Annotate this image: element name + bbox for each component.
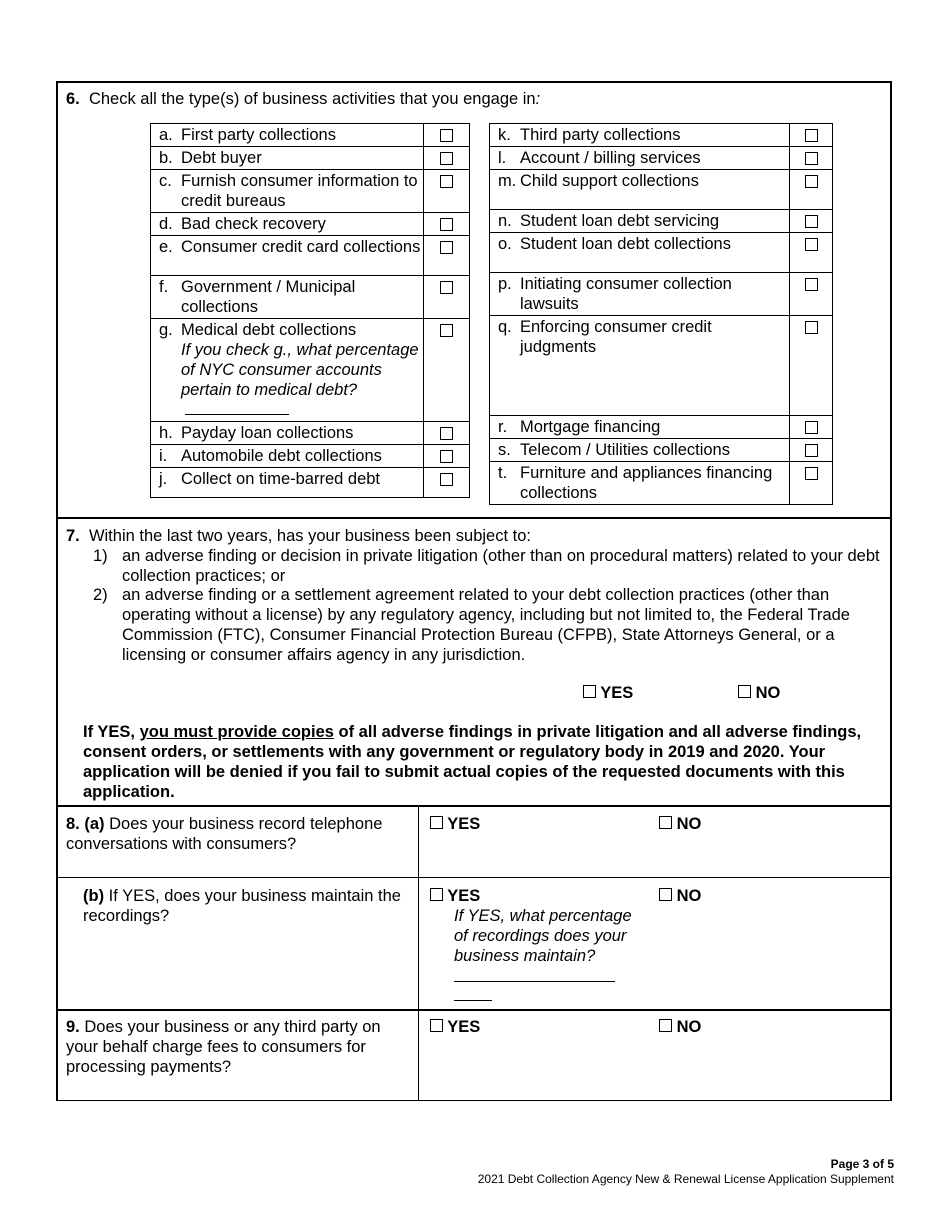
activity-letter: s. bbox=[498, 441, 511, 459]
q8a-yes-option[interactable] bbox=[430, 814, 480, 834]
activity-name: Automobile debt collections bbox=[181, 447, 382, 465]
activity-letter: o. bbox=[498, 235, 512, 253]
activity-row bbox=[490, 316, 833, 416]
q8a-no-option[interactable] bbox=[659, 814, 701, 834]
activity-text bbox=[181, 277, 421, 317]
activity-label-cell bbox=[490, 462, 790, 505]
activity-name: Collect on time-barred debt bbox=[181, 470, 381, 488]
activity-checkbox-cell bbox=[790, 316, 833, 416]
activity-letter: l. bbox=[498, 149, 507, 167]
activities-table-left bbox=[150, 123, 470, 498]
activity-row bbox=[151, 213, 470, 236]
activity-text bbox=[181, 214, 421, 234]
activity-letter: m. bbox=[498, 172, 517, 190]
activity-label-cell bbox=[490, 233, 790, 273]
activity-row bbox=[490, 416, 833, 439]
q6-prompt: Check all the type(s) of business activities that you engage in bbox=[88, 90, 536, 108]
q7-item1-text: an adverse finding or decision in private litigation (other than on procedural matters) related to your debt collection practices; or bbox=[122, 547, 880, 585]
activity-checkbox-cell bbox=[790, 233, 833, 273]
activity-letter: k. bbox=[498, 126, 511, 144]
activity-checkbox-cell bbox=[424, 422, 470, 445]
activity-checkbox[interactable] bbox=[440, 241, 453, 254]
activity-checkbox[interactable] bbox=[805, 278, 818, 291]
q7-prompt: Within the last two years, has your business been subject to: bbox=[88, 527, 531, 545]
activity-label-cell bbox=[151, 445, 424, 468]
activity-checkbox-cell bbox=[424, 468, 470, 498]
q8a-number: 8. (a) bbox=[66, 815, 105, 833]
activity-checkbox[interactable] bbox=[440, 175, 453, 188]
activity-text bbox=[520, 148, 787, 168]
q8b-percentage-field[interactable] bbox=[454, 981, 615, 982]
q7-heading bbox=[66, 526, 881, 546]
activity-checkbox[interactable] bbox=[440, 281, 453, 294]
activity-label-cell bbox=[151, 170, 424, 213]
activity-name: Student loan debt servicing bbox=[520, 212, 720, 230]
activities-table-right bbox=[489, 123, 833, 505]
activity-letter: j. bbox=[159, 470, 168, 488]
activity-checkbox-cell bbox=[424, 236, 470, 276]
activity-checkbox-cell bbox=[790, 210, 833, 233]
q8b-yes-label: YES bbox=[447, 887, 481, 905]
activity-label-cell bbox=[490, 439, 790, 462]
activity-name: Payday loan collections bbox=[181, 424, 354, 442]
q7-number: 7. bbox=[66, 527, 80, 545]
activity-row bbox=[151, 276, 470, 319]
activity-row bbox=[151, 422, 470, 445]
activity-label-cell bbox=[490, 124, 790, 147]
q7-item2-number: 2) bbox=[93, 586, 108, 604]
activity-text bbox=[520, 463, 787, 503]
activity-checkbox[interactable] bbox=[440, 152, 453, 165]
activity-name: Debt buyer bbox=[181, 149, 262, 167]
activity-name: Mortgage financing bbox=[520, 418, 661, 436]
divider-q6-q7 bbox=[56, 517, 892, 519]
activity-label-cell bbox=[151, 422, 424, 445]
activity-label-cell bbox=[490, 416, 790, 439]
q6-heading bbox=[66, 89, 540, 109]
activity-letter: d. bbox=[159, 215, 173, 233]
q9-yes-option[interactable] bbox=[430, 1017, 480, 1037]
activity-checkbox-cell bbox=[424, 276, 470, 319]
activity-label-cell bbox=[151, 124, 424, 147]
activity-letter: n. bbox=[498, 212, 512, 230]
activity-checkbox[interactable] bbox=[805, 321, 818, 334]
activity-letter: t. bbox=[498, 464, 508, 482]
q9-no-option[interactable] bbox=[659, 1017, 701, 1037]
activity-text bbox=[181, 171, 421, 211]
activity-text bbox=[181, 320, 421, 420]
activity-label-cell bbox=[151, 276, 424, 319]
activity-text bbox=[181, 125, 421, 145]
activity-label-cell bbox=[151, 213, 424, 236]
activity-letter: f. bbox=[159, 278, 169, 296]
activity-checkbox-cell bbox=[790, 170, 833, 210]
activity-name: Initiating consumer collection lawsuits bbox=[520, 275, 732, 313]
q8b-yes-checkbox[interactable] bbox=[430, 888, 443, 901]
q8b-no-option[interactable] bbox=[659, 886, 701, 906]
q8b-no-label: NO bbox=[676, 887, 702, 905]
activity-checkbox-cell bbox=[790, 462, 833, 505]
activity-checkbox[interactable] bbox=[440, 427, 453, 440]
q7-no-checkbox[interactable] bbox=[738, 685, 751, 698]
activity-text bbox=[181, 423, 421, 443]
activity-row bbox=[151, 445, 470, 468]
activity-row bbox=[490, 233, 833, 273]
activity-text bbox=[520, 211, 787, 231]
activity-checkbox[interactable] bbox=[805, 175, 818, 188]
activity-checkbox-cell bbox=[424, 213, 470, 236]
activity-name: Enforcing consumer credit judgments bbox=[520, 318, 712, 356]
activity-text bbox=[520, 171, 787, 191]
medical-debt-percentage-field[interactable] bbox=[185, 400, 289, 415]
q9-yes-checkbox[interactable] bbox=[430, 1019, 443, 1032]
activity-text bbox=[520, 234, 787, 254]
q6-number: 6. bbox=[66, 90, 80, 108]
activity-checkbox-cell bbox=[790, 439, 833, 462]
activity-text bbox=[181, 446, 421, 466]
activity-row bbox=[151, 468, 470, 498]
q9-question bbox=[66, 1017, 406, 1077]
form-bottom-border bbox=[56, 1100, 892, 1101]
q7-yes-label: YES bbox=[600, 684, 634, 702]
activity-checkbox-cell bbox=[424, 147, 470, 170]
activity-row bbox=[490, 462, 833, 505]
activity-label-cell bbox=[490, 273, 790, 316]
activity-checkbox[interactable] bbox=[805, 421, 818, 434]
q8b-yes-option[interactable] bbox=[430, 886, 480, 906]
q7-no-label: NO bbox=[755, 684, 781, 702]
q9-no-checkbox[interactable] bbox=[659, 1019, 672, 1032]
activity-row bbox=[151, 147, 470, 170]
activity-name: Student loan debt collections bbox=[520, 235, 731, 253]
activity-name: Government / Municipal collections bbox=[181, 278, 356, 316]
activity-row bbox=[490, 210, 833, 233]
activity-name: Medical debt collections bbox=[181, 321, 357, 339]
activity-name: Consumer credit card collections bbox=[181, 238, 421, 256]
divider-q7-q8 bbox=[56, 805, 892, 807]
activity-checkbox-cell bbox=[790, 273, 833, 316]
activity-text bbox=[520, 274, 787, 314]
activity-name: Account / billing services bbox=[520, 149, 701, 167]
q6-colon: : bbox=[535, 90, 541, 108]
q9-text: Does your business or any third party on your behalf charge fees to consumers for processing payments? bbox=[66, 1018, 381, 1076]
activity-name: Third party collections bbox=[520, 126, 681, 144]
q9-number: 9. bbox=[66, 1018, 80, 1036]
activity-name: Bad check recovery bbox=[181, 215, 326, 233]
q8b-percentage-field-continued[interactable] bbox=[454, 1000, 492, 1001]
q8a-question bbox=[66, 814, 406, 854]
activity-label-cell bbox=[490, 170, 790, 210]
activity-label-cell bbox=[490, 147, 790, 170]
q7-no-option[interactable] bbox=[738, 683, 780, 703]
activity-checkbox[interactable] bbox=[805, 215, 818, 228]
activity-label-cell bbox=[490, 316, 790, 416]
q8a-yes-checkbox[interactable] bbox=[430, 816, 443, 829]
activity-checkbox[interactable] bbox=[440, 129, 453, 142]
activity-label-cell bbox=[151, 468, 424, 498]
q7-note-pre: If YES, bbox=[83, 723, 140, 741]
activity-label-cell bbox=[490, 210, 790, 233]
q7-note-post: of all adverse findings in private litigation and all adverse findings, consent orders, or settlements with any government or regulatory body in 2019 and 2020. Your application will be denied if you fail to submit actual copies of the requested documents with this application. bbox=[83, 723, 862, 801]
column-divider bbox=[418, 806, 419, 1101]
activity-name: Child support collections bbox=[520, 172, 699, 190]
q7-note bbox=[83, 722, 873, 802]
activity-label-cell bbox=[151, 319, 424, 422]
divider-q8a-q8b bbox=[57, 877, 891, 878]
activity-row bbox=[490, 273, 833, 316]
q8b-text: If YES, does your business maintain the recordings? bbox=[83, 887, 401, 925]
activity-text bbox=[181, 469, 421, 489]
q7-yes-checkbox[interactable] bbox=[583, 685, 596, 698]
activity-subquestion bbox=[181, 340, 421, 420]
activity-label-cell bbox=[151, 147, 424, 170]
activity-name: Furniture and appliances financing collections bbox=[520, 464, 773, 502]
activity-checkbox-cell bbox=[790, 124, 833, 147]
footer-title: 2021 Debt Collection Agency New & Renewal License Application Supplement bbox=[477, 1172, 894, 1186]
page-number: Page 3 of 5 bbox=[830, 1157, 894, 1171]
q9-no-label: NO bbox=[676, 1018, 702, 1036]
activity-row bbox=[490, 170, 833, 210]
q8a-yes-label: YES bbox=[447, 815, 481, 833]
activity-checkbox-cell bbox=[424, 170, 470, 213]
activity-letter: h. bbox=[159, 424, 173, 442]
activity-row bbox=[490, 124, 833, 147]
activity-letter: i. bbox=[159, 447, 168, 465]
activity-letter: p. bbox=[498, 275, 512, 293]
activity-checkbox[interactable] bbox=[440, 218, 453, 231]
q8b-followup: If YES, what percentage of recordings does your business maintain? bbox=[454, 907, 632, 965]
activity-label-cell bbox=[151, 236, 424, 276]
q7-item1-number: 1) bbox=[93, 547, 108, 565]
activity-letter: r. bbox=[498, 418, 508, 436]
activity-checkbox-cell bbox=[790, 147, 833, 170]
activity-name: Furnish consumer information to credit bureaus bbox=[181, 172, 418, 210]
q7-note-underlined: you must provide copies bbox=[139, 723, 334, 741]
activity-name: Telecom / Utilities collections bbox=[520, 441, 730, 459]
activity-checkbox[interactable] bbox=[805, 238, 818, 251]
activity-letter: b. bbox=[159, 149, 173, 167]
q8b-number: (b) bbox=[83, 887, 105, 905]
activity-letter: a. bbox=[159, 126, 173, 144]
activity-row bbox=[151, 124, 470, 147]
activity-checkbox[interactable] bbox=[805, 129, 818, 142]
activity-text bbox=[520, 417, 787, 437]
activity-row bbox=[151, 319, 470, 422]
activity-checkbox-cell bbox=[424, 445, 470, 468]
activity-checkbox[interactable] bbox=[440, 324, 453, 337]
activity-text bbox=[181, 148, 421, 168]
q8a-text: Does your business record telephone conversations with consumers? bbox=[66, 815, 383, 853]
activity-subquestion-text: If you check g., what percentage of NYC consumer accounts pertain to medical debt? bbox=[181, 341, 419, 399]
activity-text bbox=[181, 237, 421, 257]
activity-checkbox-cell bbox=[790, 416, 833, 439]
q7-item2-text: an adverse finding or a settlement agreement related to your debt collection practices (other than operating without a license) by any regulatory agency, including but not limited to, the Federal Trade Commission (FTC), Consumer Financial Protection Bureau (CFPB), State Attorneys General, or a licensing or consumer affairs agency in any jurisdiction. bbox=[122, 586, 850, 664]
q8b-question bbox=[83, 886, 403, 926]
activity-row bbox=[490, 147, 833, 170]
divider-q8b-q9 bbox=[56, 1009, 892, 1011]
activity-letter: q. bbox=[498, 318, 512, 336]
activity-text bbox=[520, 317, 787, 357]
activity-checkbox-cell bbox=[424, 319, 470, 422]
q7-yes-option[interactable] bbox=[583, 683, 633, 703]
q8a-no-label: NO bbox=[676, 815, 702, 833]
activity-letter: g. bbox=[159, 321, 173, 339]
activity-checkbox[interactable] bbox=[805, 467, 818, 480]
q8b-no-checkbox[interactable] bbox=[659, 888, 672, 901]
activity-letter: c. bbox=[159, 172, 172, 190]
activity-checkbox[interactable] bbox=[440, 473, 453, 486]
activity-text bbox=[520, 440, 787, 460]
activity-letter: e. bbox=[159, 238, 173, 256]
activity-text bbox=[520, 125, 787, 145]
activity-row bbox=[151, 236, 470, 276]
q8a-no-checkbox[interactable] bbox=[659, 816, 672, 829]
activity-checkbox-cell bbox=[424, 124, 470, 147]
activity-checkbox[interactable] bbox=[805, 152, 818, 165]
activity-checkbox[interactable] bbox=[805, 444, 818, 457]
activity-row bbox=[151, 170, 470, 213]
activity-row bbox=[490, 439, 833, 462]
q9-yes-label: YES bbox=[447, 1018, 481, 1036]
activity-name: First party collections bbox=[181, 126, 336, 144]
activity-checkbox[interactable] bbox=[440, 450, 453, 463]
